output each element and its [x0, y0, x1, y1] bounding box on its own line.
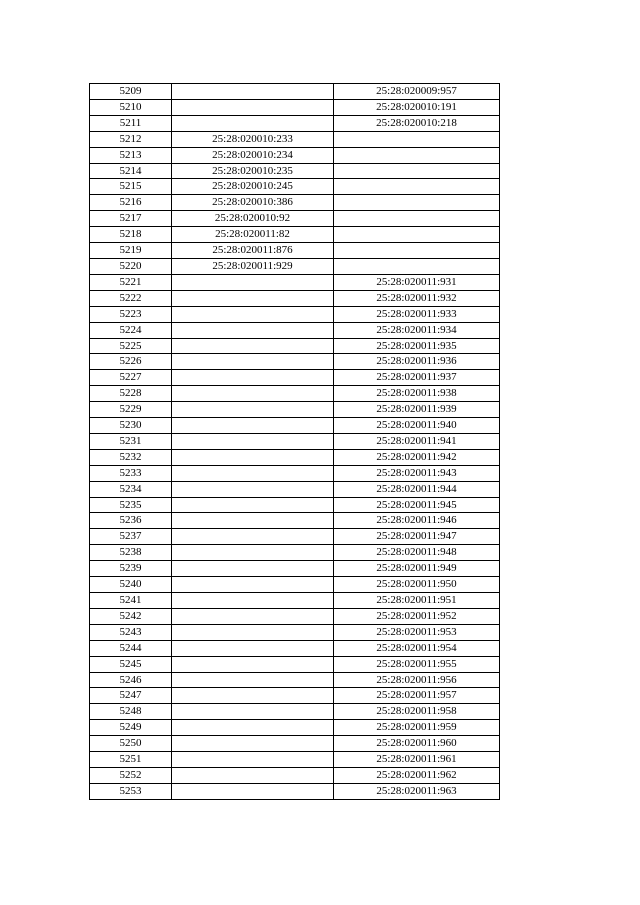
cadastral-number-cell-a [172, 688, 334, 704]
table-row [90, 402, 500, 418]
row-number-cell: 5215 [90, 179, 172, 195]
row-number-cell: 5218 [90, 227, 172, 243]
cadastral-number-cell-a [172, 433, 334, 449]
table-row [90, 752, 500, 768]
cadastral-number-cell-a [172, 561, 334, 577]
row-number-cell: 5222 [90, 290, 172, 306]
row-number-cell: 5235 [90, 497, 172, 513]
table-row [90, 163, 500, 179]
cadastral-number-cell-a [172, 84, 334, 100]
cadastral-number-cell-b: 25:28:020009:957 [334, 84, 500, 100]
cadastral-number-cell-a [172, 767, 334, 783]
table-row [90, 545, 500, 561]
table-row [90, 577, 500, 593]
table-row [90, 195, 500, 211]
row-number-cell: 5214 [90, 163, 172, 179]
cadastral-number-cell-b: 25:28:020011:939 [334, 402, 500, 418]
cadastral-number-cell-b: 25:28:020011:936 [334, 354, 500, 370]
row-number-cell: 5251 [90, 752, 172, 768]
cadastral-number-cell-b: 25:28:020011:938 [334, 386, 500, 402]
cadastral-number-cell-b: 25:28:020011:956 [334, 672, 500, 688]
cadastral-number-cell-b: 25:28:020011:961 [334, 752, 500, 768]
cadastral-number-cell-b [334, 131, 500, 147]
cadastral-number-cell-a [172, 640, 334, 656]
table-row [90, 211, 500, 227]
cadastral-number-cell-b: 25:28:020011:957 [334, 688, 500, 704]
cadastral-number-cell-a [172, 418, 334, 434]
table-row [90, 465, 500, 481]
cadastral-number-cell-b: 25:28:020011:937 [334, 370, 500, 386]
table-row [90, 672, 500, 688]
cadastral-number-cell-a: 25:28:020010:233 [172, 131, 334, 147]
cadastral-number-cell-a [172, 274, 334, 290]
table-row [90, 656, 500, 672]
cadastral-number-cell-b: 25:28:020011:953 [334, 624, 500, 640]
cadastral-number-cell-b [334, 243, 500, 259]
cadastral-number-cell-a [172, 656, 334, 672]
cadastral-number-cell-a: 25:28:020011:82 [172, 227, 334, 243]
table-row [90, 274, 500, 290]
cadastral-number-cell-b: 25:28:020011:950 [334, 577, 500, 593]
cadastral-number-cell-a [172, 577, 334, 593]
table-row [90, 99, 500, 115]
table-row [90, 370, 500, 386]
row-number-cell: 5231 [90, 433, 172, 449]
table-row [90, 767, 500, 783]
cadastral-number-cell-a [172, 720, 334, 736]
table-row [90, 561, 500, 577]
table-row [90, 449, 500, 465]
cadastral-number-table [89, 83, 500, 800]
cadastral-number-cell-a [172, 338, 334, 354]
table-row [90, 704, 500, 720]
table-row [90, 338, 500, 354]
row-number-cell: 5241 [90, 593, 172, 609]
cadastral-number-cell-a [172, 306, 334, 322]
table-row [90, 497, 500, 513]
cadastral-number-cell-a: 25:28:020010:245 [172, 179, 334, 195]
table-row [90, 529, 500, 545]
cadastral-number-cell-a: 25:28:020010:92 [172, 211, 334, 227]
cadastral-number-cell-a [172, 99, 334, 115]
table-row [90, 783, 500, 799]
table-row [90, 418, 500, 434]
cadastral-number-cell-b [334, 258, 500, 274]
row-number-cell: 5250 [90, 736, 172, 752]
cadastral-number-cell-b: 25:28:020011:963 [334, 783, 500, 799]
row-number-cell: 5249 [90, 720, 172, 736]
cadastral-number-cell-b [334, 211, 500, 227]
row-number-cell: 5219 [90, 243, 172, 259]
table-row [90, 84, 500, 100]
table-body [90, 84, 500, 800]
cadastral-number-cell-b: 25:28:020010:218 [334, 115, 500, 131]
row-number-cell: 5253 [90, 783, 172, 799]
cadastral-number-cell-b: 25:28:020011:946 [334, 513, 500, 529]
table-row [90, 640, 500, 656]
row-number-cell: 5226 [90, 354, 172, 370]
row-number-cell: 5232 [90, 449, 172, 465]
row-number-cell: 5225 [90, 338, 172, 354]
row-number-cell: 5248 [90, 704, 172, 720]
row-number-cell: 5228 [90, 386, 172, 402]
row-number-cell: 5237 [90, 529, 172, 545]
cadastral-number-cell-a [172, 545, 334, 561]
row-number-cell: 5213 [90, 147, 172, 163]
row-number-cell: 5224 [90, 322, 172, 338]
cadastral-number-cell-b: 25:28:020011:944 [334, 481, 500, 497]
cadastral-number-cell-b [334, 147, 500, 163]
row-number-cell: 5221 [90, 274, 172, 290]
cadastral-number-cell-b: 25:28:020011:952 [334, 608, 500, 624]
cadastral-number-cell-b [334, 179, 500, 195]
row-number-cell: 5233 [90, 465, 172, 481]
row-number-cell: 5211 [90, 115, 172, 131]
cadastral-number-cell-a: 25:28:020010:235 [172, 163, 334, 179]
cadastral-number-cell-a [172, 386, 334, 402]
row-number-cell: 5245 [90, 656, 172, 672]
cadastral-number-cell-b: 25:28:020011:958 [334, 704, 500, 720]
row-number-cell: 5242 [90, 608, 172, 624]
table-row [90, 624, 500, 640]
table-row [90, 608, 500, 624]
table-row [90, 481, 500, 497]
cadastral-number-cell-b: 25:28:020011:960 [334, 736, 500, 752]
table-row [90, 386, 500, 402]
cadastral-number-cell-b: 25:28:020011:962 [334, 767, 500, 783]
cadastral-number-cell-b: 25:28:020011:943 [334, 465, 500, 481]
cadastral-number-cell-a [172, 354, 334, 370]
table-row [90, 720, 500, 736]
row-number-cell: 5217 [90, 211, 172, 227]
table-row [90, 433, 500, 449]
cadastral-number-cell-a [172, 624, 334, 640]
cadastral-number-cell-b: 25:28:020011:948 [334, 545, 500, 561]
cadastral-number-cell-b [334, 163, 500, 179]
cadastral-number-cell-a [172, 608, 334, 624]
cadastral-number-cell-b [334, 227, 500, 243]
table-row [90, 354, 500, 370]
cadastral-number-cell-b: 25:28:020011:949 [334, 561, 500, 577]
row-number-cell: 5227 [90, 370, 172, 386]
row-number-cell: 5216 [90, 195, 172, 211]
row-number-cell: 5210 [90, 99, 172, 115]
cadastral-number-cell-a [172, 322, 334, 338]
cadastral-number-cell-a: 25:28:020011:929 [172, 258, 334, 274]
row-number-cell: 5220 [90, 258, 172, 274]
cadastral-number-cell-a [172, 370, 334, 386]
row-number-cell: 5243 [90, 624, 172, 640]
cadastral-number-cell-a [172, 481, 334, 497]
cadastral-number-cell-a [172, 402, 334, 418]
row-number-cell: 5236 [90, 513, 172, 529]
cadastral-number-cell-b: 25:28:020011:941 [334, 433, 500, 449]
table-row [90, 131, 500, 147]
cadastral-number-cell-a [172, 115, 334, 131]
row-number-cell: 5223 [90, 306, 172, 322]
table-row [90, 593, 500, 609]
row-number-cell: 5240 [90, 577, 172, 593]
cadastral-number-cell-b: 25:28:020011:940 [334, 418, 500, 434]
cadastral-number-cell-b: 25:28:020011:954 [334, 640, 500, 656]
cadastral-number-cell-a [172, 704, 334, 720]
row-number-cell: 5252 [90, 767, 172, 783]
cadastral-number-cell-a: 25:28:020010:386 [172, 195, 334, 211]
row-number-cell: 5238 [90, 545, 172, 561]
cadastral-number-cell-a [172, 465, 334, 481]
cadastral-number-cell-b: 25:28:020011:951 [334, 593, 500, 609]
cadastral-number-cell-b: 25:28:020011:959 [334, 720, 500, 736]
cadastral-number-cell-a [172, 529, 334, 545]
table-row [90, 243, 500, 259]
cadastral-number-cell-b: 25:28:020011:947 [334, 529, 500, 545]
row-number-cell: 5239 [90, 561, 172, 577]
cadastral-number-cell-a: 25:28:020011:876 [172, 243, 334, 259]
table-row [90, 306, 500, 322]
row-number-cell: 5209 [90, 84, 172, 100]
cadastral-number-cell-b: 25:28:020011:935 [334, 338, 500, 354]
cadastral-number-cell-a [172, 449, 334, 465]
table-row [90, 736, 500, 752]
row-number-cell: 5212 [90, 131, 172, 147]
cadastral-number-cell-b [334, 195, 500, 211]
row-number-cell: 5247 [90, 688, 172, 704]
cadastral-number-cell-b: 25:28:020010:191 [334, 99, 500, 115]
row-number-cell: 5229 [90, 402, 172, 418]
cadastral-number-cell-a [172, 593, 334, 609]
table-row [90, 513, 500, 529]
row-number-cell: 5244 [90, 640, 172, 656]
cadastral-number-cell-a [172, 736, 334, 752]
cadastral-number-cell-a: 25:28:020010:234 [172, 147, 334, 163]
cadastral-number-cell-a [172, 290, 334, 306]
cadastral-number-cell-b: 25:28:020011:933 [334, 306, 500, 322]
cadastral-number-cell-a [172, 783, 334, 799]
cadastral-number-cell-b: 25:28:020011:934 [334, 322, 500, 338]
cadastral-number-cell-a [172, 513, 334, 529]
table-row [90, 227, 500, 243]
row-number-cell: 5230 [90, 418, 172, 434]
cadastral-number-cell-b: 25:28:020011:931 [334, 274, 500, 290]
table-row [90, 290, 500, 306]
cadastral-number-cell-b: 25:28:020011:945 [334, 497, 500, 513]
row-number-cell: 5234 [90, 481, 172, 497]
cadastral-number-cell-b: 25:28:020011:942 [334, 449, 500, 465]
cadastral-number-cell-a [172, 497, 334, 513]
table-row [90, 147, 500, 163]
cadastral-number-cell-b: 25:28:020011:955 [334, 656, 500, 672]
cadastral-number-cell-a [172, 672, 334, 688]
cadastral-number-cell-b: 25:28:020011:932 [334, 290, 500, 306]
table-row [90, 322, 500, 338]
table-row [90, 688, 500, 704]
row-number-cell: 5246 [90, 672, 172, 688]
table-row [90, 179, 500, 195]
table-row [90, 115, 500, 131]
cadastral-number-cell-a [172, 752, 334, 768]
table-row [90, 258, 500, 274]
